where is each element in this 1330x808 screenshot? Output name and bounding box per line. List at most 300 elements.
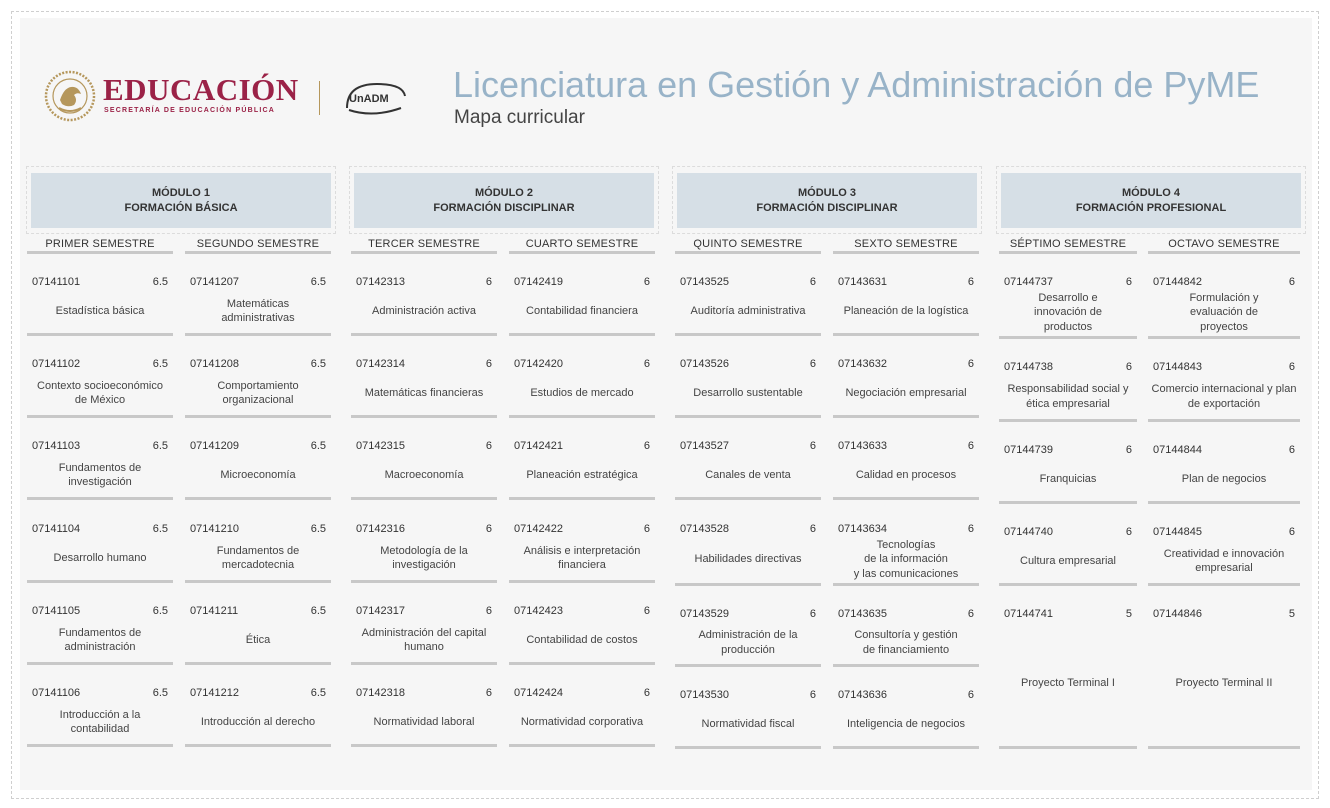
course-name-line: Normatividad corporativa: [520, 715, 644, 728]
unadm-logo-icon: [343, 78, 409, 118]
course-card[interactable]: [833, 608, 979, 667]
course-name: [185, 544, 331, 573]
course-card[interactable]: [999, 361, 1137, 422]
course-code: 07141101: [32, 276, 81, 288]
course-divider: [509, 662, 655, 665]
course-card[interactable]: [351, 440, 497, 500]
course-divider: [675, 415, 821, 418]
course-name-line: Administración del capital: [361, 626, 487, 639]
course-name: [833, 386, 979, 401]
course-card[interactable]: [509, 605, 655, 665]
course-divider: [1148, 501, 1300, 504]
course-code: 07143530: [680, 689, 729, 701]
course-name-line: Planeación de la logística: [843, 304, 969, 317]
module-number: MÓDULO 1: [151, 186, 211, 199]
course-name-line: Auditoría administrativa: [690, 304, 806, 317]
brand-subtitle: SECRETARÍA DE EDUCACIÓN PÚBLICA: [104, 107, 275, 114]
course-divider: [1148, 336, 1300, 339]
course-name-line: Desarrollo humano: [53, 551, 147, 564]
course-card[interactable]: [999, 526, 1137, 586]
course-card[interactable]: [833, 358, 979, 418]
course-divider: [833, 664, 979, 667]
course-card[interactable]: [351, 523, 497, 583]
course-name-line: Introducción a la: [59, 708, 141, 721]
course-code: 07144741: [1004, 608, 1053, 620]
course-code: 07142313: [356, 276, 405, 288]
course-card[interactable]: [185, 605, 331, 665]
unadm-logo-text: UnADM: [349, 93, 389, 105]
course-divider: [1148, 419, 1300, 422]
course-name-line: producción: [721, 643, 775, 656]
course-name: [999, 291, 1137, 335]
course-divider: [509, 744, 655, 747]
course-name-line: Comercio internacional y plan: [1151, 383, 1297, 395]
course-card[interactable]: [509, 687, 655, 747]
course-credits: 6.5: [152, 276, 168, 288]
course-name: [27, 461, 173, 490]
course-credits: 6: [967, 608, 974, 620]
course-divider: [509, 333, 655, 336]
course-credits: 6: [809, 523, 816, 535]
course-name: [27, 626, 173, 655]
course-code: 07144738: [1004, 361, 1053, 373]
course-card[interactable]: [675, 358, 821, 418]
course-card[interactable]: [509, 276, 655, 336]
module-number: MÓDULO 4: [1121, 186, 1181, 199]
course-code: 07143526: [680, 358, 729, 370]
course-name: [185, 468, 331, 483]
course-divider: [185, 415, 331, 418]
course-name-line: evaluación de: [1190, 306, 1258, 319]
course-name: [351, 544, 497, 573]
semester-divider: [509, 251, 655, 254]
course-card[interactable]: [833, 440, 979, 500]
course-card[interactable]: [1148, 276, 1300, 339]
course-card[interactable]: [675, 440, 821, 500]
course-credits: 6: [643, 440, 650, 452]
course-card[interactable]: [509, 523, 655, 583]
course-credits: 6: [1125, 444, 1132, 456]
course-code: 07142419: [514, 276, 563, 288]
course-name-line: investigación: [68, 476, 132, 488]
course-name: [509, 633, 655, 648]
course-name: [675, 717, 821, 732]
course-name-line: ética empresarial: [1026, 397, 1110, 410]
course-credits: 6: [967, 440, 974, 452]
course-name-line: Macroeconomía: [384, 468, 464, 481]
course-name-line: Negociación empresarial: [845, 386, 967, 399]
course-code: 07142422: [514, 523, 563, 535]
course-name: [351, 715, 497, 730]
course-name-line: Metodología de la: [380, 544, 468, 557]
course-name: [833, 628, 979, 657]
module-header: [354, 173, 654, 228]
course-name-line: innovación de: [1034, 306, 1102, 319]
course-card[interactable]: [833, 689, 979, 749]
course-divider: [675, 746, 821, 749]
course-code: 07144843: [1153, 361, 1202, 373]
course-card[interactable]: [27, 605, 173, 665]
course-name-line: Franquicias: [1039, 472, 1097, 485]
course-code: 07141208: [190, 358, 239, 370]
module-number: MÓDULO 3: [797, 186, 857, 199]
course-divider: [833, 497, 979, 500]
semester-divider: [999, 251, 1137, 254]
course-credits: 6: [485, 523, 492, 535]
course-name-line: Administración activa: [372, 304, 476, 317]
course-card[interactable]: [509, 358, 655, 418]
course-credits: 6: [643, 687, 650, 699]
course-code: 07142424: [514, 687, 563, 699]
course-name: [185, 633, 331, 648]
course-name: [999, 554, 1137, 569]
module-2: [349, 166, 659, 234]
course-credits: 6.5: [310, 687, 326, 699]
course-name-line: administración: [64, 641, 136, 653]
course-code: 07144845: [1153, 526, 1202, 538]
course-divider: [351, 415, 497, 418]
course-credits: 6: [967, 523, 974, 535]
course-name: [1148, 547, 1300, 576]
course-credits: 6: [643, 358, 650, 370]
course-name-line: humano: [404, 641, 444, 653]
course-divider: [509, 580, 655, 583]
course-name: [675, 552, 821, 567]
course-name: [509, 468, 655, 483]
course-credits: 6.5: [310, 440, 326, 452]
course-card[interactable]: [351, 687, 497, 747]
semester-divider: [351, 251, 497, 254]
course-credits: 6: [809, 276, 816, 288]
page-subtitle: Mapa curricular: [454, 107, 585, 128]
semester-divider: [675, 251, 821, 254]
course-credits: 6: [809, 358, 816, 370]
course-name-line: Administración de la: [698, 629, 798, 641]
course-card[interactable]: [185, 687, 331, 747]
course-code: 07141209: [190, 440, 239, 452]
course-credits: 6: [485, 276, 492, 288]
course-credits: 6: [485, 358, 492, 370]
course-name: [833, 717, 979, 732]
course-divider: [27, 497, 173, 500]
course-name: [999, 472, 1137, 487]
course-name-line: empresarial: [1195, 562, 1253, 574]
course-card[interactable]: [999, 276, 1137, 339]
course-name-line: Desarrollo sustentable: [693, 386, 803, 399]
course-credits: 6: [809, 608, 816, 620]
course-name-line: Fundamentos de: [216, 544, 300, 557]
course-card[interactable]: [185, 440, 331, 500]
course-code: 07144844: [1153, 444, 1202, 456]
course-name-line: Normatividad laboral: [373, 715, 475, 728]
course-card[interactable]: [185, 358, 331, 418]
course-code: 07141106: [32, 687, 81, 699]
course-name-line: Cultura empresarial: [1020, 554, 1116, 567]
course-divider: [1148, 583, 1300, 586]
course-name-line: Microeconomía: [220, 468, 296, 481]
course-divider: [999, 336, 1137, 339]
course-name-line: investigación: [392, 559, 456, 571]
course-divider: [185, 744, 331, 747]
course-name: [509, 715, 655, 730]
course-credits: 6: [643, 276, 650, 288]
course-code: 07141212: [190, 687, 239, 699]
course-name: [833, 304, 979, 319]
course-name-line: de la información: [864, 553, 948, 566]
course-code: 07142314: [356, 358, 405, 370]
course-name: [1148, 676, 1300, 691]
course-code: 07142317: [356, 605, 405, 617]
course-name-line: Desarrollo e: [1038, 291, 1098, 304]
course-code: 07142315: [356, 440, 405, 452]
course-divider: [351, 580, 497, 583]
semester-label: PRIMER SEMESTRE: [45, 238, 155, 250]
course-name: [1148, 382, 1300, 411]
course-card[interactable]: [185, 276, 331, 336]
course-credits: 6: [967, 358, 974, 370]
course-name: [675, 304, 821, 319]
course-name: [509, 386, 655, 401]
course-divider: [675, 664, 821, 667]
course-code: 07144842: [1153, 276, 1202, 288]
course-name: [509, 304, 655, 319]
course-name-line: Contabilidad de costos: [526, 633, 638, 646]
course-name: [833, 468, 979, 483]
module-header: [31, 173, 331, 228]
course-card[interactable]: [27, 276, 173, 336]
course-credits: 6: [809, 440, 816, 452]
course-divider: [999, 419, 1137, 422]
course-name-line: Proyecto Terminal I: [1021, 677, 1115, 690]
semester-divider: [1148, 251, 1300, 254]
course-credits: 5: [1288, 608, 1295, 620]
course-code: 07142423: [514, 605, 563, 617]
course-card[interactable]: [1148, 608, 1300, 749]
course-code: 07143635: [838, 608, 887, 620]
course-code: 07142421: [514, 440, 563, 452]
course-name: [27, 304, 173, 319]
course-credits: 6: [1288, 526, 1295, 538]
course-name: [1148, 291, 1300, 335]
course-name: [999, 676, 1137, 691]
semester-label: SÉPTIMO SEMESTRE: [1009, 238, 1127, 250]
semester-label: QUINTO SEMESTRE: [693, 238, 803, 250]
course-credits: 6.5: [310, 605, 326, 617]
course-divider: [27, 333, 173, 336]
course-name-line: Matemáticas financieras: [364, 386, 484, 399]
course-divider: [351, 744, 497, 747]
course-card[interactable]: [675, 689, 821, 749]
module-name: FORMACIÓN DISCIPLINAR: [756, 201, 898, 214]
course-credits: 6: [1125, 361, 1132, 373]
module-4: [996, 166, 1306, 234]
course-name-line: Canales de venta: [705, 468, 791, 481]
course-name: [509, 544, 655, 573]
course-name-line: contabilidad: [70, 723, 130, 735]
course-name-line: Estadística básica: [55, 304, 145, 317]
course-divider: [185, 580, 331, 583]
course-card[interactable]: [675, 523, 821, 586]
course-name-line: Calidad en procesos: [855, 468, 957, 481]
course-card[interactable]: [1148, 526, 1300, 586]
course-credits: 6: [967, 276, 974, 288]
course-name-line: Consultoría y gestión: [854, 629, 958, 641]
course-name: [675, 468, 821, 483]
course-credits: 6.5: [152, 605, 168, 617]
course-credits: 6: [643, 605, 650, 617]
course-name: [27, 708, 173, 737]
course-divider: [999, 583, 1137, 586]
course-code: 07144740: [1004, 526, 1053, 538]
module-1: [26, 166, 336, 234]
course-credits: 6.5: [152, 358, 168, 370]
course-name: [1148, 472, 1300, 487]
course-name-line: Fundamentos de: [58, 461, 142, 474]
semester-label: CUARTO SEMESTRE: [525, 238, 639, 250]
course-code: 07142318: [356, 687, 405, 699]
course-name-line: Responsabilidad social y: [1007, 383, 1129, 395]
course-credits: 5: [1125, 608, 1132, 620]
course-name-line: Proyecto Terminal II: [1175, 677, 1273, 690]
course-card[interactable]: [27, 687, 173, 747]
course-credits: 6: [1288, 276, 1295, 288]
course-name-line: productos: [1043, 320, 1093, 333]
course-credits: 6: [485, 440, 492, 452]
course-code: 07144737: [1004, 276, 1053, 288]
course-name-line: Tecnologías: [876, 538, 936, 551]
module-3: [672, 166, 982, 234]
course-code: 07143527: [680, 440, 729, 452]
course-card[interactable]: [999, 608, 1137, 749]
course-name: [351, 626, 497, 655]
brand-name: EDUCACIÓN: [103, 72, 299, 107]
course-card[interactable]: [27, 440, 173, 500]
course-name-line: Fundamentos de: [58, 626, 142, 639]
course-code: 07144846: [1153, 608, 1202, 620]
course-code: 07143634: [838, 523, 887, 535]
course-code: 07141105: [32, 605, 81, 617]
course-credits: 6: [643, 523, 650, 535]
course-name-line: proyectos: [1200, 320, 1248, 333]
course-card[interactable]: [351, 605, 497, 665]
course-credits: 6.5: [152, 440, 168, 452]
course-divider: [351, 333, 497, 336]
course-name-line: Introducción al derecho: [200, 715, 316, 728]
course-name-line: y las comunicaciones: [853, 567, 959, 580]
course-name: [185, 297, 331, 326]
course-name-line: Ética: [245, 633, 271, 646]
logo-divider: [319, 81, 320, 115]
course-name-line: Inteligencia de negocios: [846, 717, 966, 730]
course-credits: 6: [1125, 276, 1132, 288]
course-divider: [185, 333, 331, 336]
course-name-line: de México: [74, 394, 126, 406]
module-name: FORMACIÓN PROFESIONAL: [1075, 201, 1227, 214]
course-divider: [675, 583, 821, 586]
course-divider: [351, 662, 497, 665]
course-name-line: Contabilidad financiera: [526, 304, 638, 317]
course-card[interactable]: [351, 276, 497, 336]
course-credits: 6.5: [310, 523, 326, 535]
course-credits: 6.5: [152, 687, 168, 699]
course-card[interactable]: [1148, 444, 1300, 504]
course-card[interactable]: [351, 358, 497, 418]
course-code: 07141211: [190, 605, 239, 617]
semester-label: TERCER SEMESTRE: [368, 238, 480, 250]
course-name: [675, 386, 821, 401]
semester-divider: [833, 251, 979, 254]
course-name-line: Matemáticas: [226, 297, 290, 310]
course-credits: 6: [485, 687, 492, 699]
course-code: 07142420: [514, 358, 563, 370]
course-name-line: de financiamiento: [862, 643, 950, 656]
course-code: 07141207: [190, 276, 239, 288]
semester-divider: [185, 251, 331, 254]
course-name-line: de exportación: [1187, 397, 1261, 410]
course-divider: [509, 497, 655, 500]
course-divider: [833, 415, 979, 418]
course-divider: [27, 415, 173, 418]
course-code: 07143528: [680, 523, 729, 535]
course-card[interactable]: [833, 276, 979, 336]
course-divider: [675, 497, 821, 500]
course-divider: [27, 744, 173, 747]
course-name-line: Creatividad e innovación: [1163, 547, 1285, 560]
course-card[interactable]: [675, 608, 821, 667]
module-number: MÓDULO 2: [474, 186, 534, 199]
course-code: 07143633: [838, 440, 887, 452]
course-name-line: Comportamiento: [217, 379, 299, 392]
page-title: Licenciatura en Gestión y Administración de PyME: [453, 64, 1260, 105]
course-credits: 6: [967, 689, 974, 701]
course-card[interactable]: [675, 276, 821, 336]
module-name: FORMACIÓN BÁSICA: [124, 201, 238, 214]
national-seal-icon: [44, 70, 96, 122]
course-card[interactable]: [27, 358, 173, 418]
course-code: 07144739: [1004, 444, 1053, 456]
course-name: [27, 551, 173, 566]
course-divider: [999, 746, 1137, 749]
module-name: FORMACIÓN DISCIPLINAR: [433, 201, 575, 214]
course-code: 07142316: [356, 523, 405, 535]
course-credits: 6: [1288, 444, 1295, 456]
course-credits: 6.5: [310, 276, 326, 288]
course-name: [675, 628, 821, 657]
course-card[interactable]: [27, 523, 173, 583]
course-name-line: administrativas: [221, 312, 295, 324]
course-credits: 6.5: [310, 358, 326, 370]
course-card[interactable]: [999, 444, 1137, 504]
course-code: 07141210: [190, 523, 239, 535]
course-name: [351, 386, 497, 401]
course-card[interactable]: [833, 523, 979, 586]
course-card[interactable]: [185, 523, 331, 583]
course-card[interactable]: [1148, 361, 1300, 422]
course-name-line: organizacional: [222, 394, 294, 406]
course-name-line: mercadotecnia: [221, 559, 295, 571]
course-divider: [185, 497, 331, 500]
course-name-line: Análisis e interpretación: [523, 544, 641, 557]
course-card[interactable]: [509, 440, 655, 500]
course-code: 07143525: [680, 276, 729, 288]
course-name-line: Formulación y: [1189, 291, 1259, 304]
course-name-line: Plan de negocios: [1181, 472, 1267, 485]
course-name-line: Normatividad fiscal: [701, 717, 795, 730]
course-divider: [1148, 746, 1300, 749]
course-divider: [675, 333, 821, 336]
course-code: 07143636: [838, 689, 887, 701]
module-header: [1001, 173, 1301, 228]
